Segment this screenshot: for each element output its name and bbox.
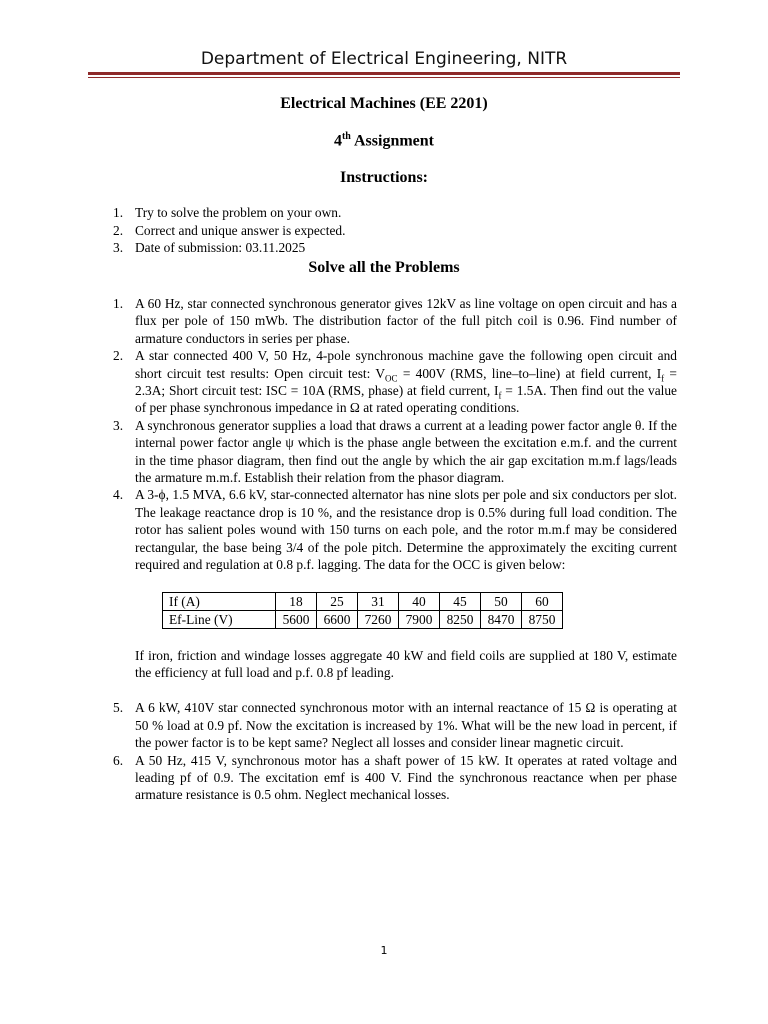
table-cell: 6600 [317,610,358,628]
problem-text: A synchronous generator supplies a load that draws a current at a leading power factor angle θ. If the internal power factor angle ψ which is the phase angle between the excitation e.m.f. and the current in the time phasor diagram, then find out the angle by which the air gap excitation m.m.f lags/leads the armature m.m.f. Establish their relation from the phasor diagram. [135,417,677,486]
problem-item [113,486,677,699]
problem-text: A star connected 400 V, 50 Hz, 4-pole synchronous machine gave the following open circuit and short circuit test results: Open circuit test: $V_{OC} = 400V$ (RMS, line–to–line) at field current, $I_f = 2.3A$; Short circuit test: ISC = 10A (RMS, phase) at field current, $I_f = 1.5A$. Then find out the value of per phase synchronous impedance in Ω at rated operating conditions. [135,348,677,416]
instruction-item [113,222,345,240]
assignment-ordinal: th [341,131,351,142]
table-row [163,592,563,610]
header-rule-thick [88,72,680,75]
table-cell: 7260 [358,610,399,628]
table-cell: 18 [276,592,317,610]
assignment-title [0,131,768,150]
table-cell: 50 [481,592,522,610]
section-heading: Solve all the Problems [308,259,460,276]
instruction-number: 1. [113,205,124,220]
table-row [163,610,563,628]
instructions-heading: Instructions: [339,169,428,186]
problem-number: 4. [113,487,124,503]
table-cell: 8750 [522,610,563,628]
problem-item [113,699,677,751]
problem-text: A 50 Hz, 415 V, synchronous motor has a shaft power of 15 kW. It operates at rated voltage and leading pf of 0.9. The excitation emf is 400 V. Find the synchronous reactance when per phase armature resistance is 0.5 ohm. Neglect mechanical losses. [135,752,677,803]
table-cell: 40 [399,592,440,610]
instruction-number: 3. [113,240,124,255]
problem-number: 6. [113,752,124,768]
course-title: Electrical Machines (EE 2201) [280,95,488,112]
assignment-number: 4 [333,132,342,150]
instruction-item [113,204,345,222]
table-cell: 5600 [276,610,317,628]
instruction-item [113,239,345,257]
header-rule-thin [88,77,680,78]
problem-item [113,347,677,417]
problem-text: A 60 Hz, star connected synchronous generator gives 12kV as line voltage on open circuit and has a flux per pole of 150 mWb. The distribution factor of the full pitch coil is 0.96. Find number of armature conductors in series per phase. [135,296,677,346]
problem-text: A 3-ϕ, 1.5 MVA, 6.6 kV, star-connected alternator has nine slots per pole and six conductors per slot. The leakage reactance drop is 10 %, and the resistance drop is 0.5% during full load condition. The rotor has salient poles wound with 150 turns on each pole, and the rotor m.m.f may be considered rectangular, the base being 3/4 of the pole pitch. Determine the approximately the exciting current required and regulation at 0.8 p.f. lagging. The data for the OCC is given below: [135,487,677,573]
instruction-text: Date of submission: 03.11.2025 [135,240,306,255]
instructions-list [113,204,345,257]
table-cell: 8250 [440,610,481,628]
problem-number: 1. [113,296,124,311]
problem-item [113,295,677,347]
problem-number: 2. [113,348,124,364]
table-row-label: If (A) [163,592,276,610]
table-cell: 8470 [481,610,522,628]
instruction-number: 2. [113,222,124,238]
table-cell: 31 [358,592,399,610]
page-number: 1 [380,944,388,957]
table-cell: 7900 [399,610,440,628]
table-cell: 45 [440,592,481,610]
instruction-text: Correct and unique answer is expected. [135,222,346,238]
problem-number: 5. [113,700,124,716]
problem-text: A 6 kW, 410V star connected synchronous motor with an internal reactance of 15 Ω is operating at 50 % load at 0.9 pf. Now the excitation is increased by 1%. What will be the new load in percent, if the power factor is to be kept same? Neglect all losses and consider linear magnetic circuit. [135,700,677,751]
occ-table [162,592,563,629]
instruction-text: Try to solve the problem on your own. [135,205,342,220]
problem-item [113,417,677,487]
assignment-word: Assignment [354,132,435,150]
problem-number: 3. [113,417,124,433]
table-cell: 60 [522,592,563,610]
problem-item [113,752,677,804]
problems-list [113,295,677,804]
table-row-label: Ef-Line (V) [163,610,276,628]
page-header: Department of Electrical Engineering, NITR [200,49,568,69]
table-cell: 25 [317,592,358,610]
problem-followup-text: If iron, friction and windage losses aggregate 40 kW and field coils are supplied at 180 V, estimate the efficiency at full load and p.f. 0.8 pf leading. [135,647,677,680]
